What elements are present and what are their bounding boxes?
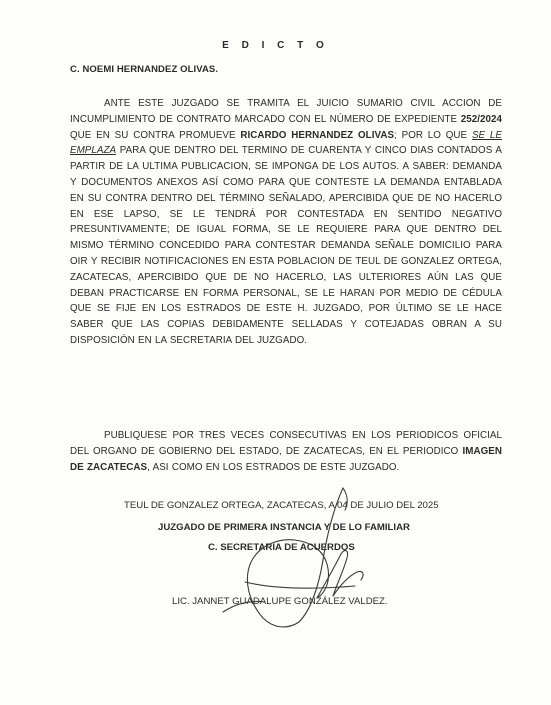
publication-paragraph — [70, 428, 502, 475]
handwritten-signature — [215, 480, 385, 630]
newspaper-name: IMAGEN DE ZACATECAS — [70, 445, 502, 473]
case-number: 252/2024 — [460, 113, 502, 125]
paragraph-text: ANTE ESTE JUZGADO SE TRAMITA EL JUICIO SUMARIO CIVIL ACCION DE INCUMPLIMIENTO DE CONTRATO MARCADO CON EL NÚMERO DE EXPEDIENTE — [70, 98, 502, 125]
court-name: JUZGADO DE PRIMERA INSTANCIA Y DE LO FAMILIAR — [158, 522, 410, 533]
signer-name: LIC. JANNET GUADALUPE GONZÁLEZ VALDEZ. — [172, 596, 388, 607]
place-and-date: TEUL DE GONZALEZ ORTEGA, ZACATECAS, A 04 DE JULIO DEL 2025 — [124, 500, 439, 511]
signer-role: C. SECRETARIA DE ACUERDOS — [208, 542, 355, 553]
addressee: C. NOEMI HERNANDEZ OLIVAS. — [70, 64, 219, 75]
plaintiff-name: RICARDO HERNANDEZ OLIVAS — [240, 129, 395, 141]
main-paragraph — [70, 96, 502, 349]
paragraph-text: PUBLIQUESE POR TRES VECES CONSECUTIVAS EN LOS PERIODICOS OFICIAL DEL ORGANO DE GOBIERNO DEL ESTADO, DE ZACATECAS, EN EL PERIODICO — [70, 430, 502, 457]
document-title: E D I C T O — [222, 40, 329, 51]
paragraph-text: QUE EN SU CONTRA PROMUEVE — [70, 129, 241, 141]
paragraph-text: ; POR LO QUE — [394, 129, 472, 141]
summons-phrase: SE LE EMPLAZA — [70, 129, 502, 157]
paragraph-text: , ASI COMO EN LOS ESTRADOS DE ESTE JUZGADO. — [147, 461, 400, 473]
paragraph-text: PARA QUE DENTRO DEL TERMINO DE CUARENTA Y CINCO DIAS CONTADOS A PARTIR DE LA ULTIMA PUBLICACION, SE IMPONGA DE LOS AUTOS. A SABER: DEMANDA Y DOCUMENTOS ANEXOS ASÍ COMO PARA QUE CONTESTE LA DEMANDA ENTABLADA EN SU CONTRA DENTRO DEL TÉRMINO SEÑALADO, APERCIBIDA QUE DE NO HACERLO EN ESE LAPSO, SE LE TENDRÁ POR CONTESTADA EN SENTIDO NEGATIVO PRESUNTIVAMENTE; DE IGUAL FORMA, SE LE REQUIERE PARA QUE DENTRO DEL MISMO TÉRMINO CONCEDIDO PARA CONTESTAR DEMANDA SEÑALE DOMICILIO PARA OIR Y RECIBIR NOTIFICACIONES EN ESTA POBLACION DE TEUL DE GONZALEZ ORTEGA, ZACATECAS, APERCIBIDO QUE DE NO HACERLO, LAS ULTERIORES AÚN LAS QUE DEBAN PRACTICARSE EN FORMA PERSONAL, SE LE HARAN POR MEDIO DE CÉDULA QUE SE FIJE EN LOS ESTRADOS DE ESTE H. JUZGADO, POR ÚLTIMO SE LE HACE SABER QUE LAS COPIAS DEBIDAMENTE SELLADAS Y COTEJADAS OBRAN A SU DISPOSICIÓN EN LA SECRETARIA DEL JUZGADO. — [70, 145, 502, 346]
